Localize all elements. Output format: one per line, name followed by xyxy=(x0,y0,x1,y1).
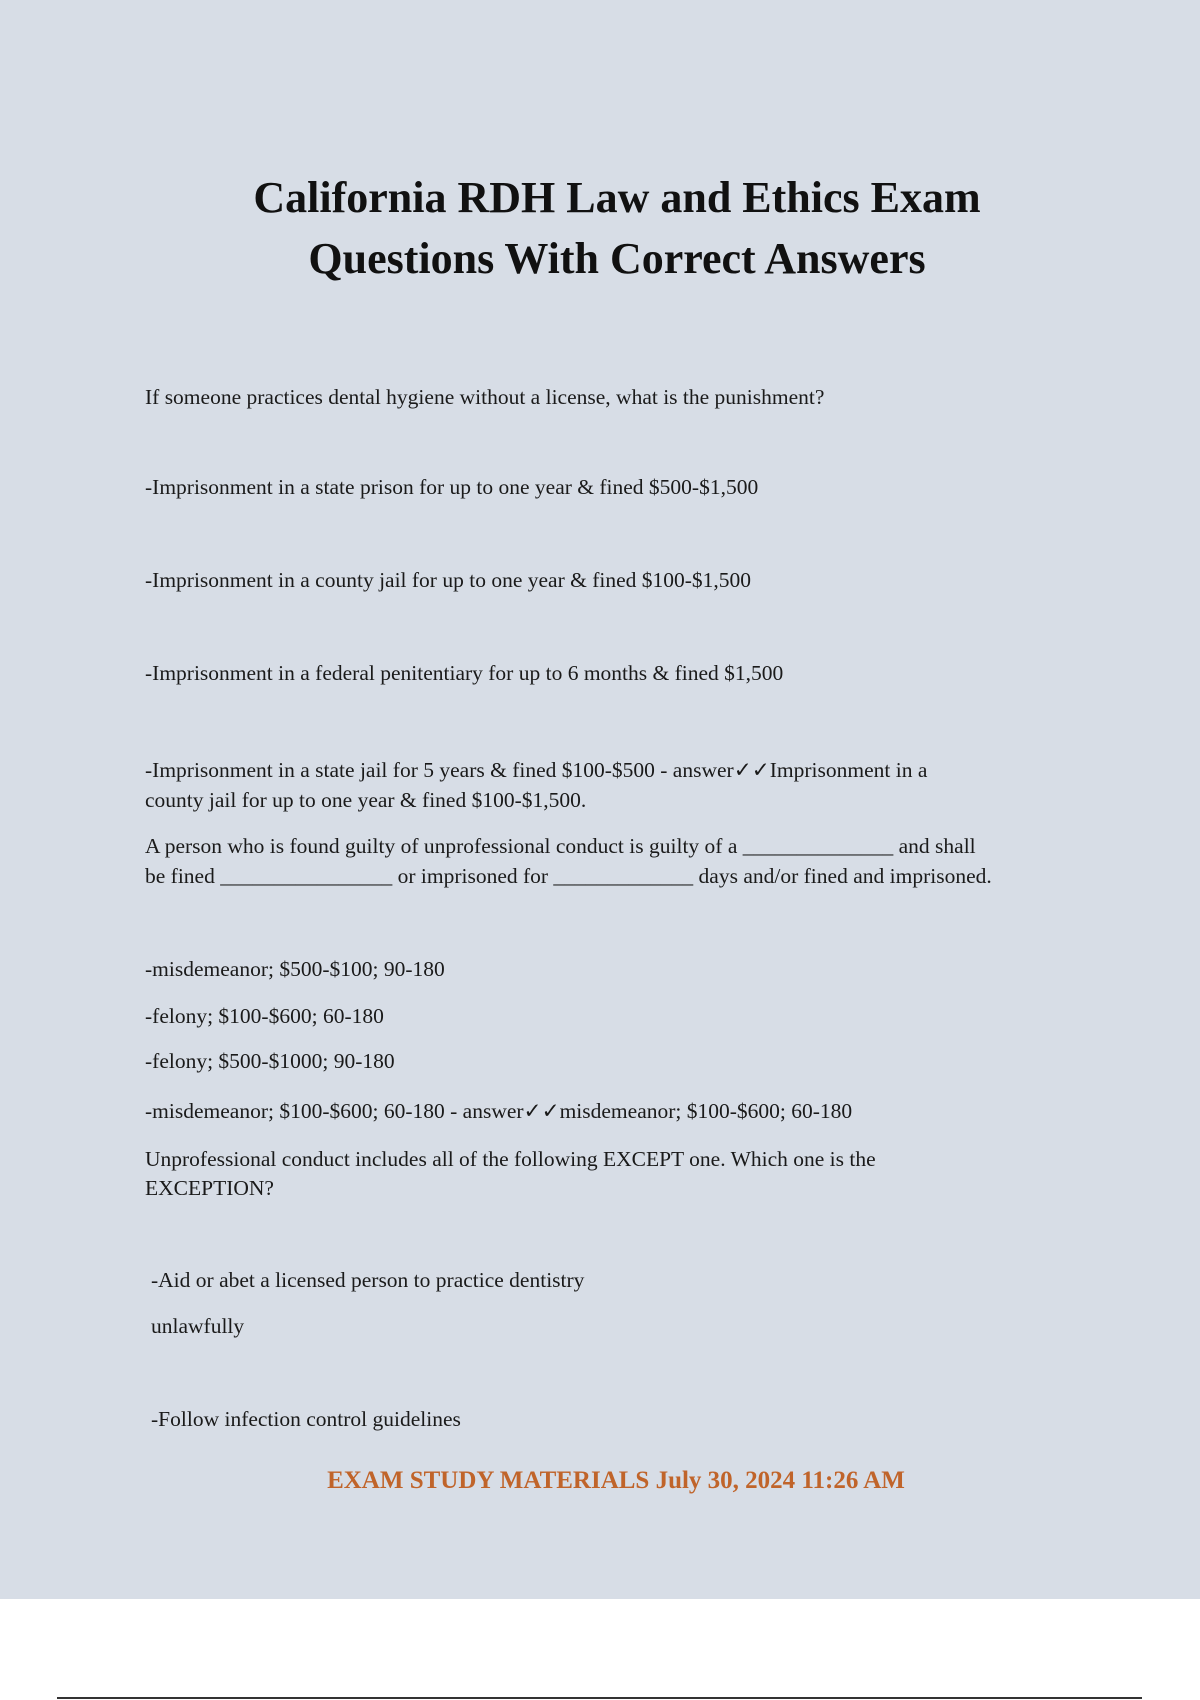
question-3-text-continued: EXCEPTION? xyxy=(145,1176,274,1200)
question-1-text: If someone practices dental hygiene without a license, what is the punishment? xyxy=(145,385,825,409)
question-1-option-c: -Imprisonment in a federal penitentiary for up to 6 months & fined $1,500 xyxy=(145,661,784,685)
exam-study-materials-stamp: EXAM STUDY MATERIALS July 30, 2024 11:26 AM xyxy=(327,1467,905,1494)
question-3-option-a-continued: unlawfully xyxy=(151,1314,245,1338)
question-2-option-c: -felony; $500-$1000; 90-180 xyxy=(145,1049,395,1073)
document-title-line-2: Questions With Correct Answers xyxy=(308,234,926,283)
question-2-option-b: -felony; $100-$600; 60-180 xyxy=(145,1004,384,1028)
question-2-option-a: -misdemeanor; $500-$100; 90-180 xyxy=(145,957,445,981)
question-2-text: A person who is found guilty of unprofessional conduct is guilty of a ______________ and shall xyxy=(145,834,976,858)
page-bottom-divider xyxy=(57,1697,1142,1699)
question-1-option-a: -Imprisonment in a state prison for up to one year & fined $500-$1,500 xyxy=(145,475,759,499)
question-1-option-d-answer: -Imprisonment in a state jail for 5 years & fined $100-$500 - answer✓✓Imprisonment in a xyxy=(145,758,928,782)
document-title-line-1: California RDH Law and Ethics Exam xyxy=(253,173,981,222)
question-2-text-continued: be fined ________________ or imprisoned for _____________ days and/or fined and imprisoned. xyxy=(145,864,992,888)
question-1-answer-continued: county jail for up to one year & fined $100-$1,500. xyxy=(145,788,587,812)
question-2-option-d-answer: -misdemeanor; $100-$600; 60-180 - answer✓✓misdemeanor; $100-$600; 60-180 xyxy=(145,1099,853,1123)
question-3-text: Unprofessional conduct includes all of the following EXCEPT one. Which one is the xyxy=(145,1147,876,1171)
question-3-option-a: -Aid or abet a licensed person to practice dentistry xyxy=(151,1268,585,1292)
question-3-option-b: -Follow infection control guidelines xyxy=(151,1407,461,1431)
question-1-option-b: -Imprisonment in a county jail for up to one year & fined $100-$1,500 xyxy=(145,568,752,592)
